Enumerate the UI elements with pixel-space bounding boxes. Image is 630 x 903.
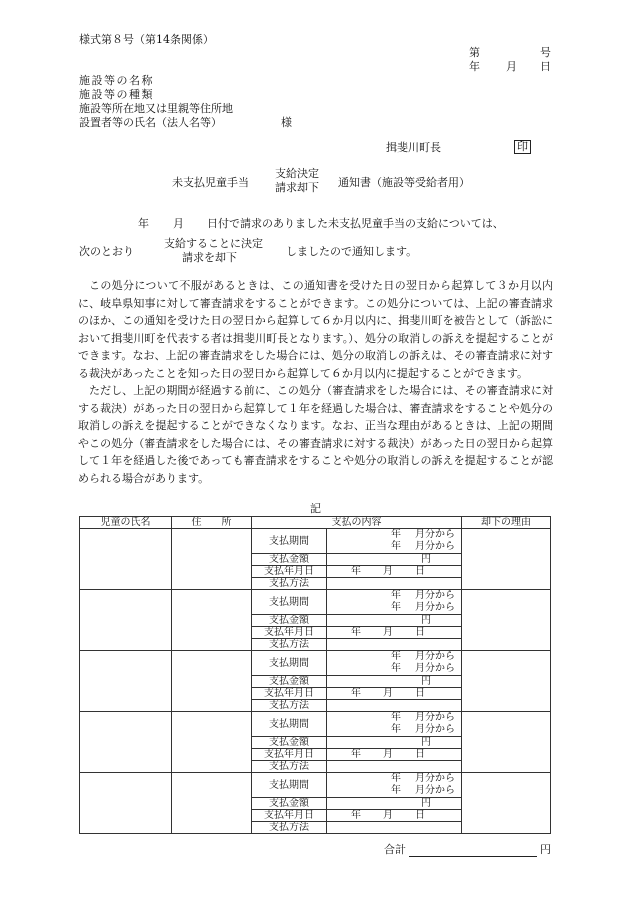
method-value — [327, 578, 462, 590]
period-value: 年 月分から 年 月分から — [327, 529, 462, 554]
pay-date-value: 年 月 日 — [327, 566, 462, 578]
pay-date-value: 年 月 日 — [327, 627, 462, 639]
period-value: 年 月分から 年 月分から — [327, 712, 462, 737]
amount-value: 円 — [327, 554, 462, 566]
intro-line1: 日付で請求のありました未支払児童手当の支給については、 — [207, 217, 504, 230]
date-day: 日 — [540, 60, 551, 73]
form-number: 様式第８号（第14条関係） — [79, 33, 214, 46]
notice-paragraph-2: ただし、上記の期間が経過する前に、この処分（審査請求をした場合には、その審査請求に対する裁決）があった日の翌日から起算して１年を経過した場合は、審査請求をすることや処分の取消しの訴えを提起することができなくなります。なお、正当な理由があるときは、上記の期間やこの処分（審査請求をした場合には、その審査請求に対する裁決）があった日の翌日から起算して１年を経過した後であっても審査請求をすることや処分の取消しの訴えを提起することが認められる場合があります。 — [78, 384, 553, 485]
amount-label: 支払金額 — [252, 554, 327, 566]
pay-date-value: 年 月 日 — [327, 810, 462, 822]
total-label: 合計 — [384, 843, 406, 856]
period-value: 年 月分から 年 月分から — [327, 773, 462, 798]
doc-number-label-go: 号 — [540, 46, 551, 59]
rejection-reason-cell — [462, 590, 551, 651]
facility-type-label: 施設等の種類 — [79, 88, 154, 101]
address-cell — [172, 590, 252, 651]
amount-label: 支払金額 — [252, 676, 327, 688]
table-row — [80, 529, 551, 554]
address-cell — [172, 529, 252, 590]
table-row — [80, 712, 551, 737]
child-name-cell — [80, 712, 172, 773]
rejection-reason-cell — [462, 529, 551, 590]
intro-month: 月 — [173, 217, 184, 230]
payment-table — [79, 516, 551, 834]
child-name-cell — [80, 590, 172, 651]
subject-choice-top: 支給決定 — [275, 167, 319, 180]
amount-value: 円 — [327, 676, 462, 688]
amount-label: 支払金額 — [252, 737, 327, 749]
seal — [514, 140, 531, 154]
intro-suffix: しましたので通知します。 — [286, 245, 418, 258]
period-label: 支払期間 — [252, 590, 327, 615]
subject-choice-bottom: 請求却下 — [275, 181, 319, 194]
subject-right: 通知書（施設等受給者用） — [338, 176, 470, 189]
amount-label: 支払金額 — [252, 798, 327, 810]
rejection-reason-cell — [462, 712, 551, 773]
intro-choice-bottom: 請求を却下 — [182, 251, 237, 264]
pay-date-value: 年 月 日 — [327, 688, 462, 700]
pay-date-label: 支払年月日 — [252, 688, 327, 700]
period-value: 年 月分から 年 月分から — [327, 651, 462, 676]
method-label: 支払方法 — [252, 639, 327, 651]
pay-date-label: 支払年月日 — [252, 810, 327, 822]
total-underline — [409, 856, 537, 857]
period-label: 支払期間 — [252, 773, 327, 798]
pay-date-label: 支払年月日 — [252, 627, 327, 639]
amount-label: 支払金額 — [252, 615, 327, 627]
pay-date-label: 支払年月日 — [252, 566, 327, 578]
intro-prefix: 次のとおり — [79, 245, 134, 258]
method-value — [327, 639, 462, 651]
doc-number-label-no: 第 — [469, 46, 480, 59]
intro-choice-top: 支給することに決定 — [164, 237, 263, 250]
period-label: 支払期間 — [252, 651, 327, 676]
header-rejection: 却下の理由 — [462, 517, 551, 529]
header-payment: 支払の内容 — [252, 517, 462, 529]
table-row — [80, 773, 551, 798]
child-name-cell — [80, 773, 172, 834]
seal-mark: 印 — [514, 140, 531, 154]
installer-name-label: 設置者等の氏名（法人名等） — [79, 116, 222, 129]
method-value — [327, 822, 462, 834]
table-header-row — [80, 517, 551, 529]
facility-address-label: 施設等所在地又は里親等住所地 — [79, 102, 233, 115]
table-row — [80, 651, 551, 676]
rejection-reason-cell — [462, 651, 551, 712]
rejection-reason-cell — [462, 773, 551, 834]
honorific: 様 — [281, 116, 292, 129]
date-month: 月 — [506, 60, 517, 73]
notice-paragraph-1: この処分について不服があるときは、この通知書を受けた日の翌日から起算して３か月以内に、岐阜県知事に対して審査請求をすることができます。この処分については、上記の審査請求のほか、この通知を受けた日の翌日から起算して６か月以内に、揖斐川町を被告として（訴訟において揖斐川町を代表する者は揖斐川町長となります。）、処分の取消しの訴えを提起することができます。なお、上記の審査請求をした場合には、処分の取消しの訴えは、その審査請求に対する裁決があったことを知った日の翌日から起算して６か月以内に提起することができます。 — [78, 279, 553, 380]
method-label: 支払方法 — [252, 578, 327, 590]
table-row — [80, 590, 551, 615]
notice-text — [78, 277, 553, 487]
amount-value: 円 — [327, 737, 462, 749]
amount-value: 円 — [327, 615, 462, 627]
address-cell — [172, 712, 252, 773]
intro-year: 年 — [138, 217, 149, 230]
child-name-cell — [80, 529, 172, 590]
address-cell — [172, 651, 252, 712]
pay-date-label: 支払年月日 — [252, 749, 327, 761]
date-year: 年 — [469, 60, 480, 73]
child-name-cell — [80, 651, 172, 712]
period-label: 支払期間 — [252, 712, 327, 737]
record-title: 記 — [310, 502, 321, 515]
address-cell — [172, 773, 252, 834]
period-value: 年 月分から 年 月分から — [327, 590, 462, 615]
method-value — [327, 700, 462, 712]
subject-left: 未支払児童手当 — [172, 176, 249, 189]
pay-date-value: 年 月 日 — [327, 749, 462, 761]
facility-name-label: 施設等の名称 — [79, 74, 154, 87]
method-label: 支払方法 — [252, 822, 327, 834]
method-value — [327, 761, 462, 773]
amount-value: 円 — [327, 798, 462, 810]
method-label: 支払方法 — [252, 700, 327, 712]
method-label: 支払方法 — [252, 761, 327, 773]
period-label: 支払期間 — [252, 529, 327, 554]
header-child-name: 児童の氏名 — [80, 517, 172, 529]
header-address: 住 所 — [172, 517, 252, 529]
issuer-title: 揖斐川町長 — [386, 141, 441, 154]
total-unit: 円 — [540, 843, 551, 856]
